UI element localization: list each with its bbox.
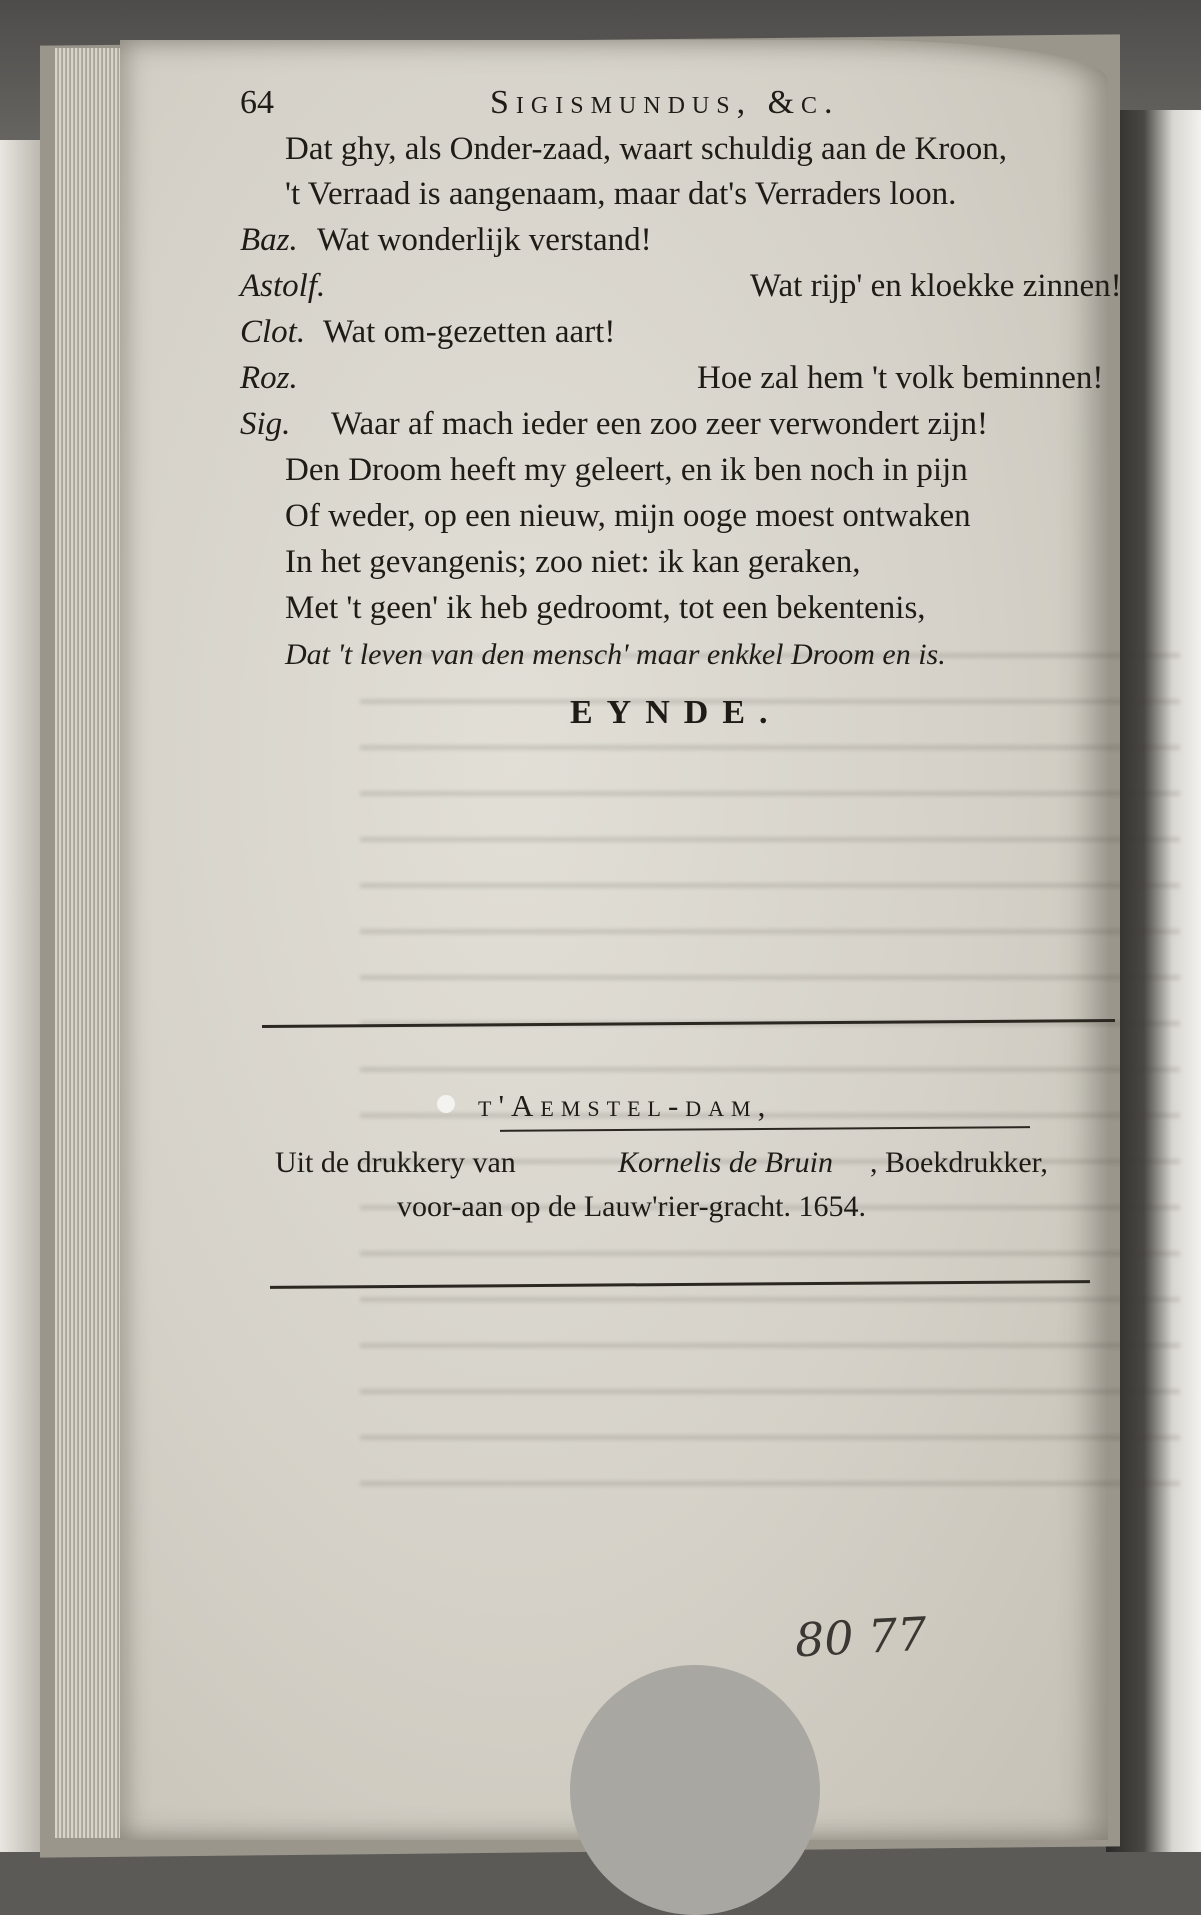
imprint-place: t'Aemstel-dam,: [478, 1088, 773, 1123]
adjacent-page-left: [0, 140, 40, 1852]
paper-spot: [437, 1095, 455, 1113]
verse-line: 't Verraad is aangenaam, maar dat's Verraders loon.: [285, 176, 957, 212]
imprint-prefix: Uit de drukkery van: [275, 1146, 516, 1179]
speaker-label: Clot.: [240, 314, 306, 350]
verse-line: Wat rijp' en kloekke zinnen!: [750, 268, 1122, 304]
speaker-label: Sig.: [240, 406, 291, 442]
speaker-label: Baz.: [240, 222, 298, 258]
verse-line: Den Droom heeft my geleert, en ik ben noch in pijn: [285, 452, 968, 488]
finger-shadow: [570, 1665, 820, 1915]
closing-verse-line: Dat 't leven van den mensch' maar enkkel Droom en is.: [285, 638, 946, 671]
verse-line: In het gevangenis; zoo niet: ik kan geraken,: [285, 544, 861, 580]
speaker-label: Astolf.: [240, 268, 326, 304]
imprint-suffix: , Boekdrukker,: [870, 1146, 1048, 1179]
book-page: [120, 40, 1108, 1840]
imprint-line-2: voor-aan op de Lauw'rier-gracht. 1654.: [397, 1190, 867, 1223]
running-title: Sigismundus, &c.: [490, 84, 840, 121]
verse-line: Hoe zal hem 't volk beminnen!: [697, 360, 1104, 396]
show-through-text: [360, 640, 1180, 1520]
verse-line: Wat wonderlijk verstand!: [317, 222, 652, 258]
verse-line: Waar af mach ieder een zoo zeer verwondert zijn!: [331, 406, 988, 442]
verse-line: Met 't geen' ik heb gedroomt, tot een bekentenis,: [285, 590, 926, 626]
printer-name: Kornelis de Bruin: [618, 1146, 833, 1179]
end-marker: EYNDE.: [570, 694, 782, 731]
handwritten-note: 80 77: [793, 1606, 929, 1668]
verse-line: Dat ghy, als Onder-zaad, waart schuldig aan de Kroon,: [285, 131, 1008, 167]
page-number: 64: [240, 84, 274, 121]
speaker-label: Roz.: [240, 360, 298, 396]
verse-line: Of weder, op een nieuw, mijn ooge moest ontwaken: [285, 498, 971, 534]
verse-line: Wat om-gezetten aart!: [323, 314, 616, 350]
